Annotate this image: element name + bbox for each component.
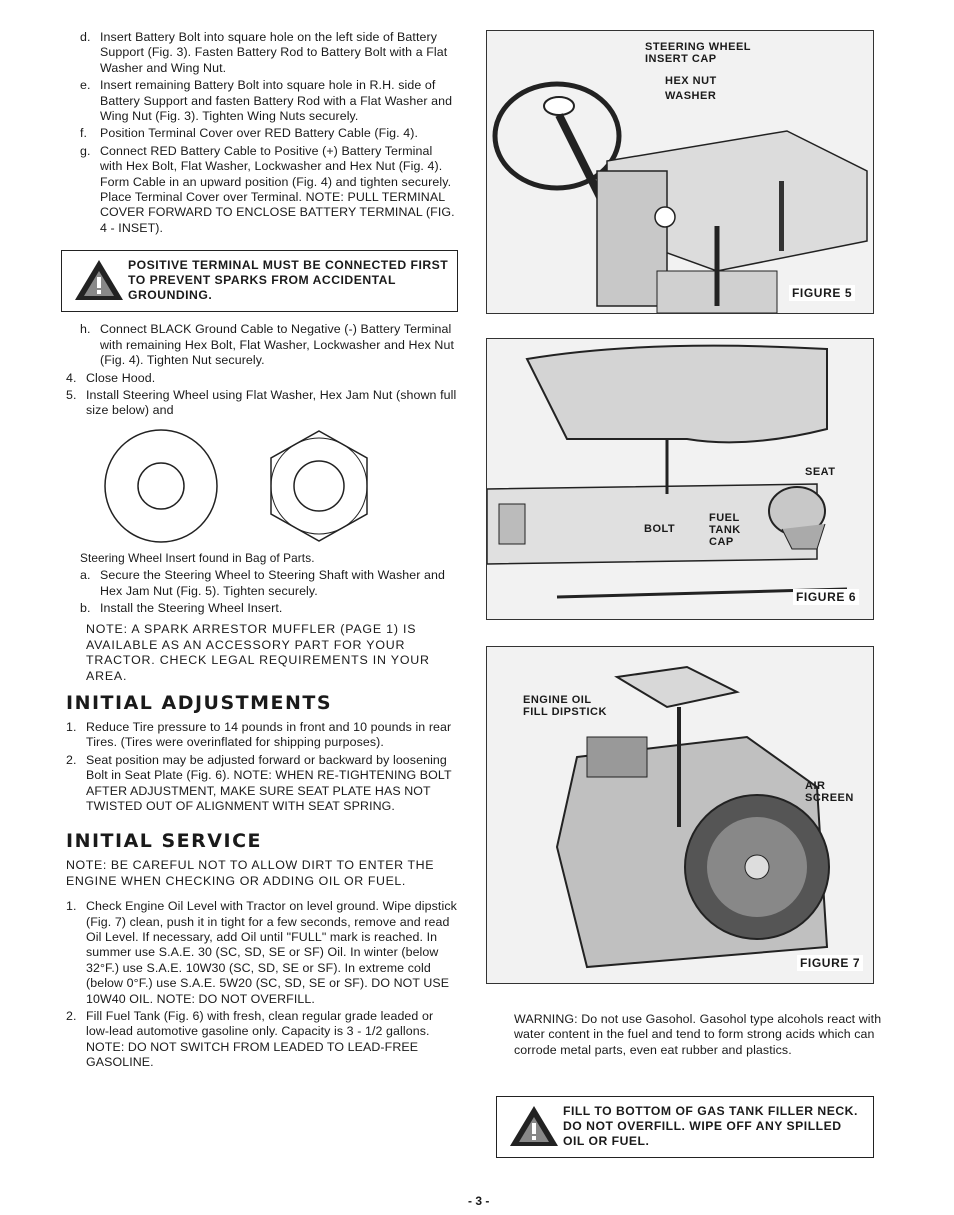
callout-air-screen: AIR SCREEN — [805, 780, 854, 804]
warning-triangle-icon — [70, 257, 128, 303]
service-step-1: 1. Check Engine Oil Level with Tractor on level ground. Wipe dipstick (Fig. 7) clean, push it in tight for a few seconds, remove and read Oil Level. If necessary, add Oil until "FULL" mark is reached. In summer use S.A.E. 30 (SC, SD, SE or SF) Oil. In winter (below 32°F.) use S.A.E. 10W30 (SC, SD, SE or SF). In extreme cold (below 0°F.) use S.A.E. 5W20 (SC, SD, SE or SF). DO NOT USE 10W40 OIL. NOTE: DO NOT OVERFILL. — [66, 899, 457, 1006]
figure-7-label: FIGURE 7 — [797, 955, 863, 971]
warning-box-fuel — [496, 1096, 874, 1158]
step-g: g. Connect RED Battery Cable to Positive (+) Battery Terminal with Hex Bolt, Flat Washer, Lockwasher and Hex Nut (Fig. 4). Form Cable in an upward position (Fig. 4) and tighten securely. Place Terminal Cover over Terminal. NOTE: PULL TERMINAL COVER FORWARD TO ENCLOSE BATTERY TERMINAL (FIG. 4 - INSET). — [80, 143, 455, 235]
step-a: a. Secure the Steering Wheel to Steering Shaft with Washer and Hex Jam Nut (Fig. 5). Tighten securely. — [80, 568, 445, 598]
callout-bolt: BOLT — [644, 523, 676, 535]
step-d: d. Insert Battery Bolt into square hole on the left side of Battery Support (Fig. 3). Fasten Battery Rod to Battery Bolt with a Flat Washer and Wing Nut. — [80, 30, 448, 75]
flat-washer-illustration — [102, 427, 220, 545]
figure-5 — [486, 30, 874, 314]
step-4: 4. Close Hood. — [66, 370, 156, 385]
left-column — [66, 30, 458, 1073]
callout-washer: WASHER — [665, 90, 717, 102]
page-number: - 3 - — [468, 1194, 490, 1208]
battery-steps — [66, 30, 458, 236]
figure-7 — [486, 646, 874, 984]
adjust-step-2: 2. Seat position may be adjusted forward or backward by loosening Bolt in Seat Plate (Fig. 6). NOTE: WHEN RE-TIGHTENING BOLT AFTER ADJUSTMENT, MAKE SURE SEAT PLATE HAS NOT TWISTED OUT OF ALIGNMENT WITH SEAT SPRING. — [66, 752, 452, 813]
callout-hex-nut: HEX NUT — [665, 75, 717, 87]
warning-gasohol: WARNING: Do not use Gasohol. Gasohol type alcohols react with water content in the fuel and tend to form strong acids which can corrode metal parts, even eat rubber and plastics. — [514, 1012, 882, 1057]
hex-jam-nut-illustration — [260, 427, 378, 545]
seat-and-fuel-tank-illustration — [487, 339, 873, 619]
steering-wheel-illustration — [487, 31, 873, 313]
figure-6-label: FIGURE 6 — [793, 589, 859, 605]
heading-initial-adjustments: INITIAL ADJUSTMENTS — [66, 691, 333, 714]
note-spark-arrestor: NOTE: A SPARK ARRESTOR MUFFLER (PAGE 1) IS AVAILABLE AS AN ACCESSORY PART FOR YOUR TRACTOR. CHECK LEGAL REQUIREMENTS IN YOUR AREA. — [86, 622, 430, 683]
insert-caption: Steering Wheel Insert found in Bag of Parts. — [80, 550, 315, 565]
callout-steering-wheel-insert-cap: STEERING WHEEL INSERT CAP — [645, 41, 751, 65]
adjust-step-1: 1. Reduce Tire pressure to 14 pounds in front and 10 pounds in rear Tires. (Tires were overinflated for shipping purposes). — [66, 719, 452, 750]
callout-seat: SEAT — [805, 466, 836, 478]
figure-6 — [486, 338, 874, 620]
figure-5-label: FIGURE 5 — [789, 285, 855, 301]
steering-steps — [66, 568, 458, 616]
note-dirt: NOTE: BE CAREFUL NOT TO ALLOW DIRT TO ENTER THE ENGINE WHEN CHECKING OR ADDING OIL OR FUEL. — [66, 858, 435, 888]
callout-fuel-tank-cap: FUEL TANK CAP — [709, 512, 741, 548]
step-f: f. Position Terminal Cover over RED Battery Cable (Fig. 4). — [80, 126, 419, 141]
heading-initial-service: INITIAL SERVICE — [66, 830, 262, 853]
warning-text-terminal: POSITIVE TERMINAL MUST BE CONNECTED FIRST TO PREVENT SPARKS FROM ACCIDENTAL GROUNDING. — [128, 257, 449, 302]
warning-text-fuel: FILL TO BOTTOM OF GAS TANK FILLER NECK. DO NOT OVERFILL. WIPE OFF ANY SPILLED OIL OR FUEL. — [563, 1103, 858, 1148]
service-step-2: 2. Fill Fuel Tank (Fig. 6) with fresh, clean regular grade leaded or low-lead automotive gasoline only. Capacity is 3 - 1/2 gallons. NOTE: DO NOT SWITCH FROM LEADED TO LEAD-FREE GASOLINE. — [66, 1009, 434, 1070]
step-h-block — [66, 322, 458, 368]
step-h: h. Connect BLACK Ground Cable to Negative (-) Battery Terminal with remaining Hex Bolt, Flat Washer, Lockwasher and Hex Nut (Fig. 4). Tighten Nut securely. — [80, 322, 455, 368]
callout-engine-oil-fill-dipstick: ENGINE OIL FILL DIPSTICK — [523, 694, 607, 718]
step-5: 5. Install Steering Wheel using Flat Washer, Hex Jam Nut (shown full size below) and — [66, 387, 457, 418]
warning-triangle-icon — [505, 1103, 563, 1149]
step-b: b. Install the Steering Wheel Insert. — [80, 600, 283, 615]
full-size-parts — [102, 427, 458, 545]
warning-box-terminal — [61, 250, 458, 312]
step-e: e. Insert remaining Battery Bolt into square hole in R.H. side of Battery Support and fasten Battery Rod with a Flat Washer and Wing Nut (Fig. 3). Tighten Wing Nuts securely. — [80, 78, 453, 124]
